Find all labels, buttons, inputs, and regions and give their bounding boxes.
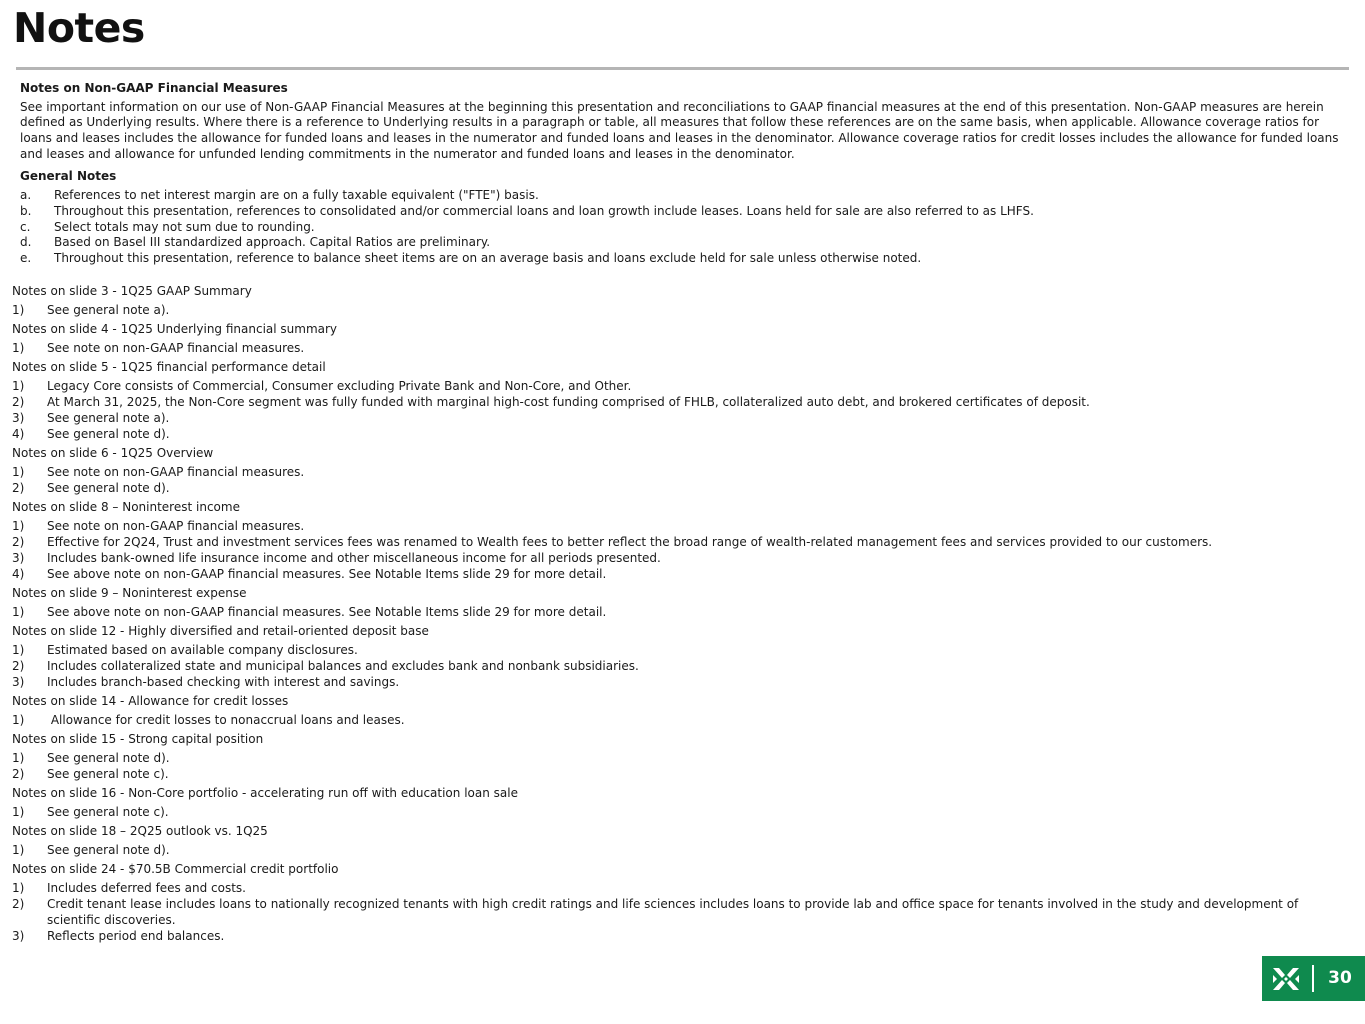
general-notes-heading: General Notes bbox=[20, 168, 117, 183]
general-notes-list bbox=[20, 188, 1340, 267]
slide-note-text: Effective for 2Q24, Trust and investment services fees was renamed to Wealth fees to better reflect the broad range of wealth-related management fees and services provided to our customers. bbox=[47, 535, 1213, 549]
slide-note-heading: Notes on slide 9 – Noninterest expense bbox=[12, 586, 247, 600]
slide-note-block bbox=[12, 730, 1352, 782]
slide-note-item bbox=[12, 410, 1352, 426]
slide-note-number: 3) bbox=[12, 675, 25, 689]
non-gaap-heading: Notes on Non-GAAP Financial Measures bbox=[20, 81, 288, 95]
slide-note-block bbox=[12, 692, 1352, 728]
slide-note-number: 1) bbox=[12, 519, 25, 533]
slide-note-heading: Notes on slide 4 - 1Q25 Underlying financial summary bbox=[12, 322, 338, 336]
slide-note-text: At March 31, 2025, the Non-Core segment was fully funded with marginal high-cost funding comprised of FHLB, collateralized auto debt, and brokered certificates of deposit. bbox=[47, 395, 1090, 409]
slide-note-item bbox=[12, 674, 1352, 690]
slide-note-text: See general note c). bbox=[47, 767, 169, 781]
slide-note-text: Includes bank-owned life insurance income and other miscellaneous income for all periods presented. bbox=[47, 551, 661, 565]
slide-note-block bbox=[12, 444, 1352, 496]
slide-note-item bbox=[12, 804, 1352, 820]
slide-note-text: Legacy Core consists of Commercial, Consumer excluding Private Bank and Non-Core, and Other. bbox=[47, 379, 632, 393]
slide-note-text: See general note d). bbox=[47, 843, 170, 857]
slide-note-number: 1) bbox=[12, 605, 25, 619]
slide-note-number: 1) bbox=[12, 751, 25, 765]
slide-note-text: See general note d). bbox=[47, 481, 170, 495]
slide-note-number: 3) bbox=[12, 929, 25, 943]
slide-note-number: 2) bbox=[12, 897, 25, 911]
slide-note-number: 1) bbox=[12, 341, 25, 355]
general-note-item bbox=[20, 235, 1340, 251]
slide-note-number: 1) bbox=[12, 881, 25, 895]
badge-divider bbox=[1312, 965, 1314, 992]
general-note-marker: b. bbox=[20, 203, 32, 218]
slide-note-block bbox=[12, 282, 1352, 318]
general-note-item bbox=[20, 204, 1340, 220]
slide-note-number: 2) bbox=[12, 481, 25, 495]
general-note-marker: e. bbox=[20, 251, 32, 266]
slide-note-number: 1) bbox=[12, 379, 25, 393]
slide-note-number: 3) bbox=[12, 411, 25, 425]
slide-note-item bbox=[12, 712, 1352, 728]
top-notes-section bbox=[20, 81, 1340, 267]
slide-note-text: See general note a). bbox=[47, 411, 170, 425]
slide-note-text: See above note on non-GAAP financial measures. See Notable Items slide 29 for more detail. bbox=[47, 605, 607, 619]
slide-note-block bbox=[12, 860, 1352, 944]
slide-note-text: Includes collateralized state and municipal balances and excludes bank and nonbank subsidiaries. bbox=[47, 659, 639, 673]
slide-note-number: 1) bbox=[12, 843, 25, 857]
slide-note-heading: Notes on slide 12 - Highly diversified and retail-oriented deposit base bbox=[12, 624, 429, 638]
slide-note-number: 1) bbox=[12, 643, 25, 657]
slide-note-number: 1) bbox=[12, 805, 25, 819]
slide-note-block bbox=[12, 584, 1352, 620]
slide-note-number: 4) bbox=[12, 567, 25, 581]
slide-note-heading: Notes on slide 5 - 1Q25 financial performance detail bbox=[12, 360, 326, 374]
slide-note-text: See note on non-GAAP financial measures. bbox=[47, 341, 305, 355]
slide-note-heading: Notes on slide 16 - Non-Core portfolio - accelerating run off with education loan sale bbox=[12, 786, 518, 800]
slide-note-text: See general note a). bbox=[47, 303, 170, 317]
slide-note-number: 2) bbox=[12, 535, 25, 549]
slide-note-number: 2) bbox=[12, 395, 25, 409]
general-note-text: Based on Basel III standardized approach. Capital Ratios are preliminary. bbox=[54, 235, 491, 250]
slide-note-heading: Notes on slide 24 - $70.5B Commercial credit portfolio bbox=[12, 862, 339, 876]
slide-note-number: 1) bbox=[12, 465, 25, 479]
general-note-item bbox=[20, 220, 1340, 236]
slide-note-block bbox=[12, 822, 1352, 858]
slide-note-item bbox=[12, 378, 1352, 394]
slide-note-number: 3) bbox=[12, 551, 25, 565]
slide-note-text: See general note d). bbox=[47, 751, 170, 765]
slide-note-text: Credit tenant lease includes loans to nationally recognized tenants with high credit ratings and life sciences includes loans to provide lab and office space for tenants involved in the study and development of scientific discoveries. bbox=[47, 897, 1303, 927]
slide-note-item bbox=[12, 928, 1352, 944]
slide-note-block bbox=[12, 498, 1352, 582]
slide-note-item bbox=[12, 480, 1352, 496]
slide-note-block bbox=[12, 320, 1352, 356]
slide-note-number: 1) bbox=[12, 713, 25, 727]
slide-note-heading: Notes on slide 18 – 2Q25 outlook vs. 1Q25 bbox=[12, 824, 268, 838]
slide-note-heading: Notes on slide 6 - 1Q25 Overview bbox=[12, 446, 214, 460]
general-note-text: Throughout this presentation, references to consolidated and/or commercial loans and loan growth include leases. Loans held for sale are also referred to as LHFS. bbox=[54, 203, 1034, 218]
general-note-marker: c. bbox=[20, 219, 31, 234]
slide-notes-list bbox=[12, 282, 1352, 946]
slide-note-item bbox=[12, 394, 1352, 410]
slide-note-item bbox=[12, 426, 1352, 442]
slide-note-number: 2) bbox=[12, 767, 25, 781]
slide-note-item bbox=[12, 550, 1352, 566]
general-note-text: References to net interest margin are on a fully taxable equivalent ("FTE") basis. bbox=[54, 188, 539, 203]
slide-note-text: See note on non-GAAP financial measures. bbox=[47, 465, 305, 479]
general-note-marker: a. bbox=[20, 188, 32, 203]
slide-note-text: Allowance for credit losses to nonaccrual loans and leases. bbox=[47, 713, 405, 727]
slide-note-block bbox=[12, 358, 1352, 442]
slide-note-item bbox=[12, 302, 1352, 318]
slide-note-heading: Notes on slide 3 - 1Q25 GAAP Summary bbox=[12, 284, 252, 298]
slide-note-number: 4) bbox=[12, 427, 25, 441]
page-number: 30 bbox=[1328, 968, 1352, 988]
slide-note-item bbox=[12, 566, 1352, 582]
slide-note-item bbox=[12, 842, 1352, 858]
page-title: Notes bbox=[13, 4, 145, 52]
slide-note-number: 1) bbox=[12, 303, 25, 317]
non-gaap-paragraph: See important information on our use of Non-GAAP Financial Measures at the beginning this presentation and reconciliations to GAAP financial measures at the end of this presentation. Non-GAAP measures are herein defined as Underlying results. Where there is a reference to Underlying results in a paragraph or table, all measures that follow these references are on the same basis, when applicable. Allowance coverage ratios for loans and leases includes the allowance for funded loans and leases in the numerator and funded loans and leases in the denominator. Allowance coverage ratios for credit losses includes the allowance for funded loans and leases and allowance for unfunded lending commitments in the numerator and funded loans and leases in the denominator. bbox=[20, 99, 1339, 161]
slide-note-item bbox=[12, 880, 1352, 896]
slide-note-item bbox=[12, 464, 1352, 480]
slide-note-item bbox=[12, 766, 1352, 782]
slide-note-item bbox=[12, 642, 1352, 658]
slide-note-text: See note on non-GAAP financial measures. bbox=[47, 519, 305, 533]
slide-note-item bbox=[12, 896, 1352, 928]
slide-note-item bbox=[12, 750, 1352, 766]
slide-note-heading: Notes on slide 15 - Strong capital position bbox=[12, 732, 264, 746]
title-divider bbox=[16, 67, 1349, 70]
slide-note-item bbox=[12, 604, 1352, 620]
slide-note-text: Estimated based on available company disclosures. bbox=[47, 643, 358, 657]
slide-note-text: See general note c). bbox=[47, 805, 169, 819]
slide-note-heading: Notes on slide 8 – Noninterest income bbox=[12, 500, 240, 514]
slide-note-number: 2) bbox=[12, 659, 25, 673]
slide-note-item bbox=[12, 658, 1352, 674]
page-badge bbox=[1262, 956, 1365, 1001]
general-note-marker: d. bbox=[20, 235, 32, 250]
general-note-item bbox=[20, 251, 1340, 267]
slide-note-heading: Notes on slide 14 - Allowance for credit losses bbox=[12, 694, 289, 708]
slide-note-text: Reflects period end balances. bbox=[47, 929, 225, 943]
slide-note-text: See general note d). bbox=[47, 427, 170, 441]
general-note-text: Throughout this presentation, reference to balance sheet items are on an average basis and loans exclude held for sale unless otherwise noted. bbox=[54, 251, 922, 266]
slide-note-block bbox=[12, 622, 1352, 690]
slide-note-item bbox=[12, 534, 1352, 550]
slide-note-item bbox=[12, 340, 1352, 356]
general-note-item bbox=[20, 188, 1340, 204]
bank-logo-icon bbox=[1271, 964, 1301, 994]
slide-note-text: See above note on non-GAAP financial measures. See Notable Items slide 29 for more detail. bbox=[47, 567, 607, 581]
slide-note-block bbox=[12, 784, 1352, 820]
slide-note-text: Includes deferred fees and costs. bbox=[47, 881, 246, 895]
general-note-text: Select totals may not sum due to rounding. bbox=[54, 219, 315, 234]
slide-note-text: Includes branch-based checking with interest and savings. bbox=[47, 675, 400, 689]
slide-note-item bbox=[12, 518, 1352, 534]
